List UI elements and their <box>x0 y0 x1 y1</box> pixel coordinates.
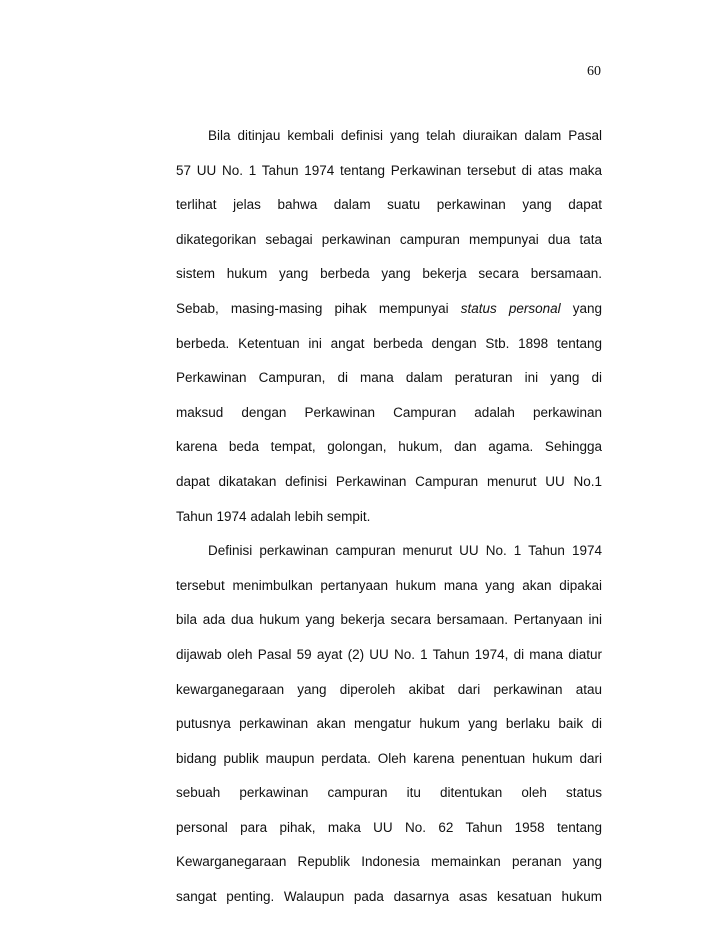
text-line: terlihat jelas bahwa dalam suatu perkawinan yang dapat <box>176 197 602 213</box>
body-text <box>176 119 602 915</box>
text-line: Tahun 1974 adalah lebih sempit. <box>176 508 371 524</box>
text-line: 57 UU No. 1 Tahun 1974 tentang Perkawinan tersebut di atas maka <box>176 162 602 178</box>
text-line: Perkawinan Campuran, di mana dalam peraturan ini yang di <box>176 370 602 386</box>
text-line: dikategorikan sebagai perkawinan campuran mempunyai dua tata <box>176 231 602 247</box>
text-line-with-italic <box>176 292 602 327</box>
text-line: sebuah perkawinan campuran itu ditentukan oleh status <box>176 785 602 801</box>
text-line: dapat dikatakan definisi Perkawinan Campuran menurut UU No.1 <box>176 473 602 489</box>
text-line: Bila ditinjau kembali definisi yang telah diuraikan dalam Pasal <box>208 128 602 143</box>
text-line: karena beda tempat, golongan, hukum, dan agama. Sehingga <box>176 439 602 455</box>
text-line: tersebut menimbulkan pertanyaan hukum mana yang akan dipakai <box>176 577 602 593</box>
text-line: berbeda. Ketentuan ini angat berbeda dengan Stb. 1898 tentang <box>176 335 602 351</box>
text-line: putusnya perkawinan akan mengatur hukum yang berlaku baik di <box>176 716 602 732</box>
text-line: kewarganegaraan yang diperoleh akibat dari perkawinan atau <box>176 681 602 697</box>
text-fragment: yang <box>572 300 602 316</box>
paragraph-1 <box>176 119 602 534</box>
text-line: bila ada dua hukum yang bekerja secara bersamaan. Pertanyaan ini <box>176 612 602 628</box>
text-line: dijawab oleh Pasal 59 ayat (2) UU No. 1 Tahun 1974, di mana diatur <box>176 646 602 662</box>
text-line: Definisi perkawinan campuran menurut UU No. 1 Tahun 1974 <box>208 543 602 559</box>
text-line: bidang publik maupun perdata. Oleh karena penentuan hukum dari <box>176 750 602 766</box>
text-fragment: Sebab, masing-masing pihak mempunyai <box>176 300 449 316</box>
page-number: 60 <box>587 64 601 79</box>
text-line: sistem hukum yang berbeda yang bekerja secara bersamaan. <box>176 266 602 282</box>
text-line: maksud dengan Perkawinan Campuran adalah perkawinan <box>176 404 602 420</box>
text-line: sangat penting. Walaupun pada dasarnya asas kesatuan hukum <box>176 889 602 905</box>
text-line: Kewarganegaraan Republik Indonesia memainkan peranan yang <box>176 854 602 870</box>
italic-term-status-personal: status personal <box>460 300 561 316</box>
text-line: personal para pihak, maka UU No. 62 Tahun 1958 tentang <box>176 819 602 835</box>
paragraph-2 <box>176 534 602 915</box>
